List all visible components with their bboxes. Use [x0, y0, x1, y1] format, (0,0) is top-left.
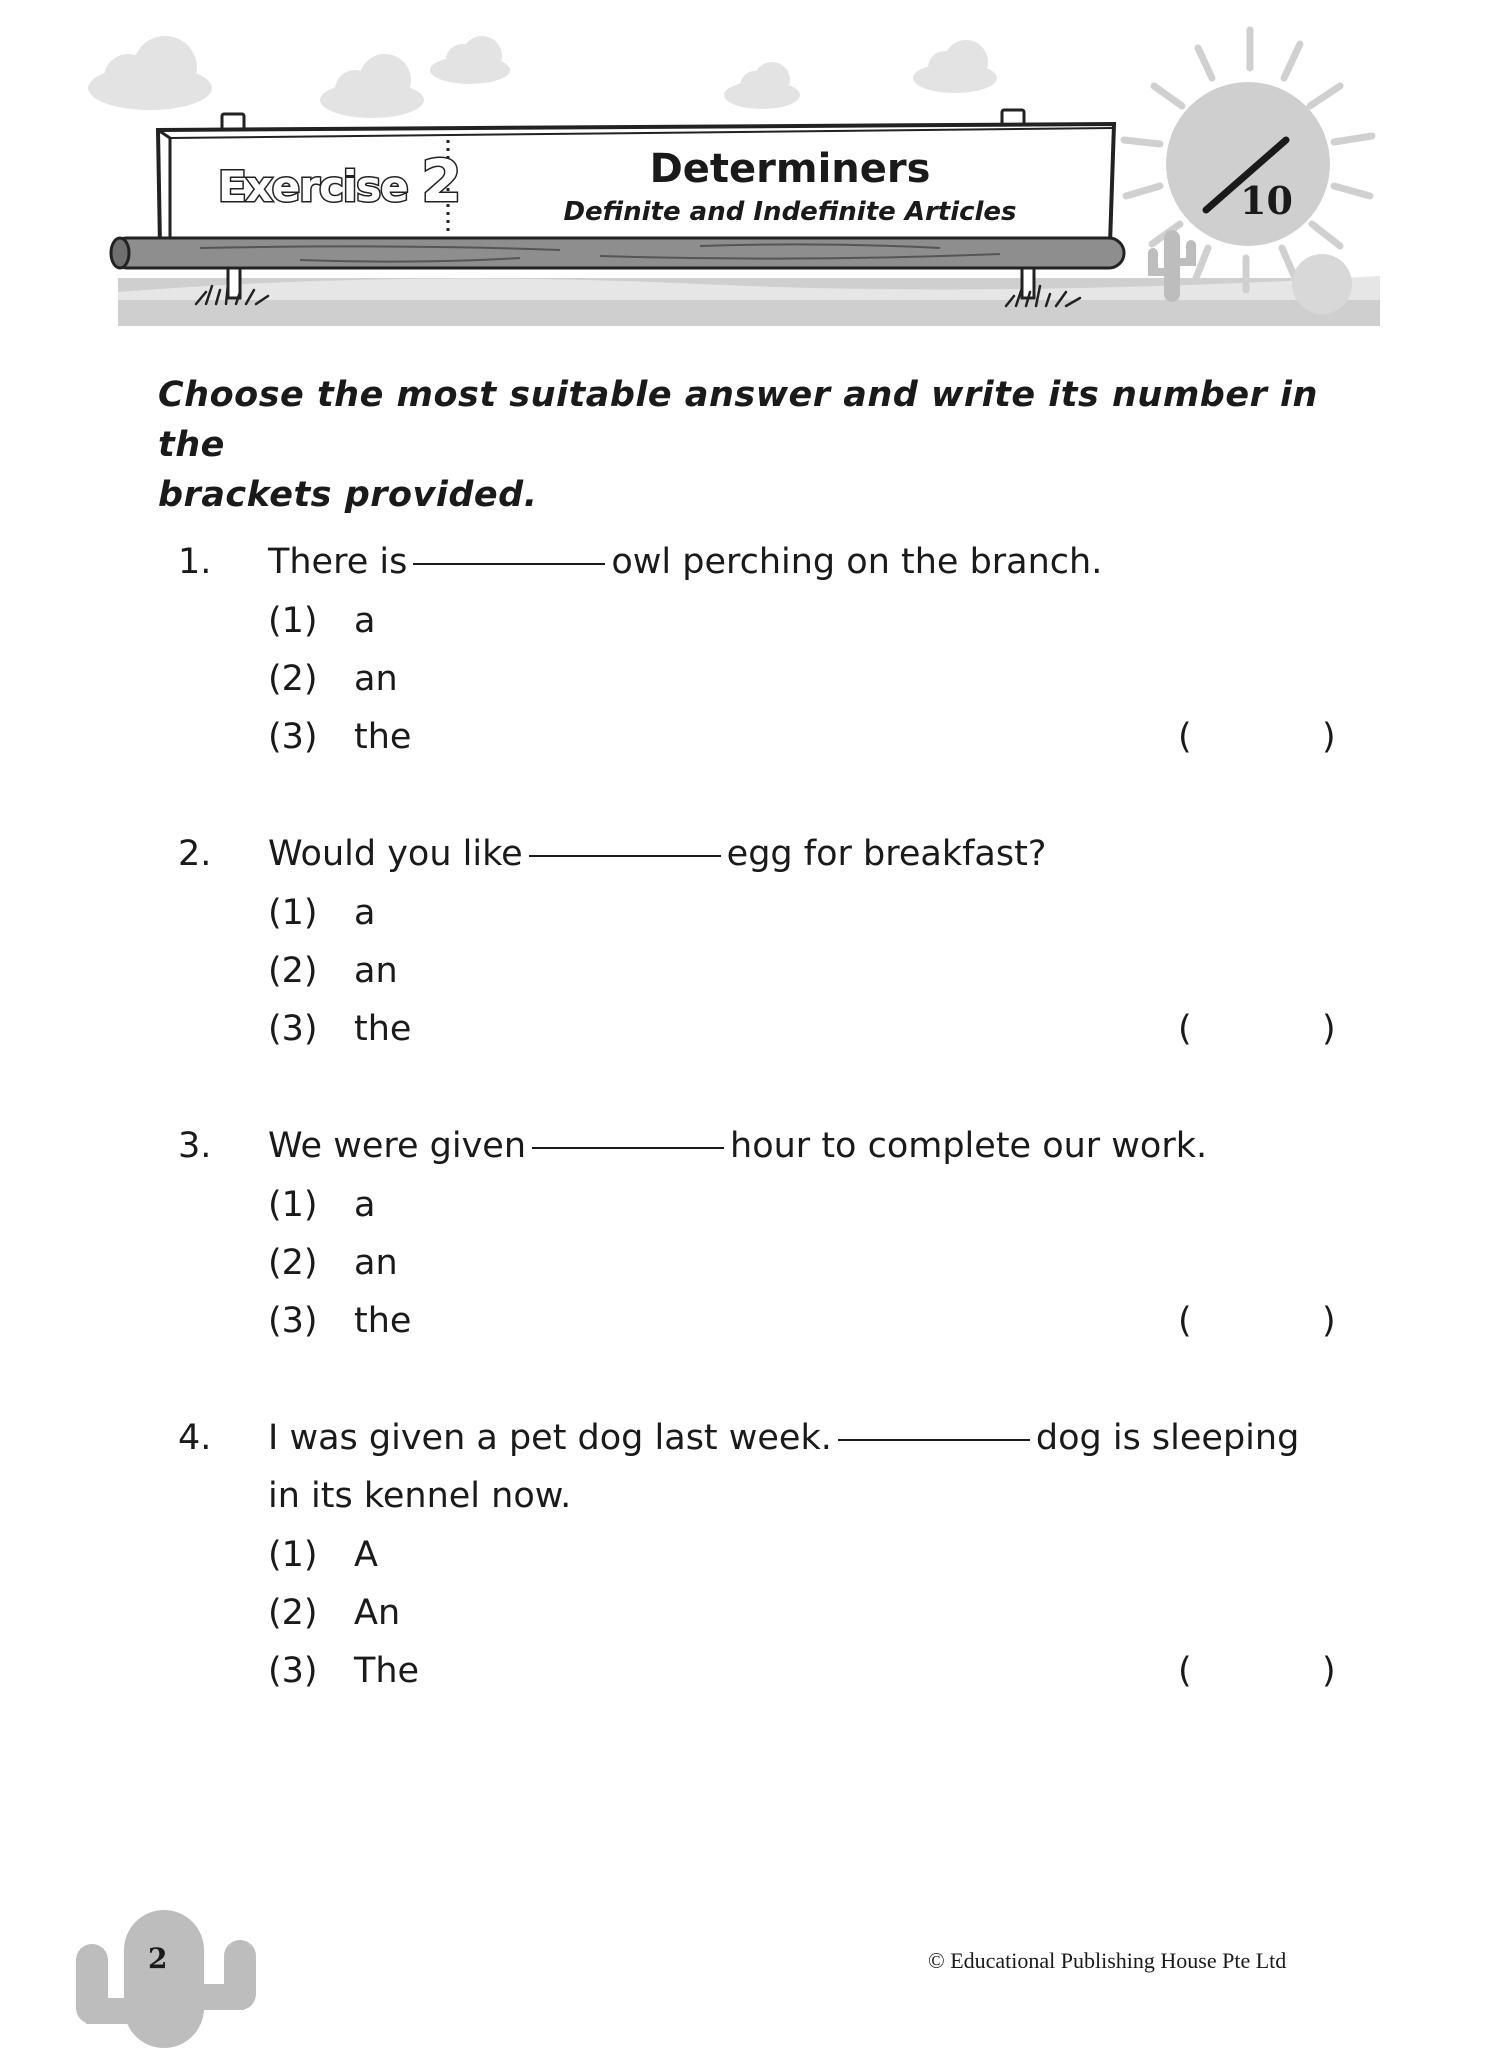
option-text: The [354, 1651, 420, 1691]
question-text [268, 825, 1046, 883]
option-text: the [354, 1009, 412, 1049]
option-number: (3) [268, 717, 318, 757]
question-text [268, 1117, 1207, 1175]
question-text [268, 533, 1102, 591]
question-number: 3. [178, 1126, 212, 1166]
option-number: (1) [268, 893, 318, 933]
option-text: a [354, 601, 376, 641]
option-text: the [354, 717, 412, 757]
option-text: A [354, 1535, 378, 1575]
answer-bracket-open[interactable]: ( [1178, 1651, 1192, 1691]
question-text-continuation: in its kennel now. [268, 1476, 572, 1516]
answer-bracket-close[interactable]: ) [1322, 1301, 1336, 1341]
cactus-icon [76, 1910, 256, 2048]
answer-bracket-close[interactable]: ) [1322, 1009, 1336, 1049]
option-number: (2) [268, 1243, 318, 1283]
cloud-icon [88, 36, 212, 110]
topic-title: Determiners [649, 146, 931, 192]
question-text-before: We were given [268, 1126, 527, 1166]
option-number: (2) [268, 1593, 318, 1633]
answer-blank [529, 855, 721, 857]
question-text [268, 1409, 1299, 1467]
option-number: (1) [268, 1185, 318, 1225]
score-total: 10 [1240, 178, 1293, 223]
option-number: (2) [268, 951, 318, 991]
option-number: (3) [268, 1651, 318, 1691]
option-text: An [354, 1593, 401, 1633]
answer-bracket-close[interactable]: ) [1322, 717, 1336, 757]
option-text: an [354, 1243, 398, 1283]
option-number: (1) [268, 601, 318, 641]
topic-subtitle: Definite and Indefinite Articles [563, 197, 1017, 227]
question-text-before: There is [268, 542, 408, 582]
question-text-before: Would you like [268, 834, 523, 874]
question-text-after: egg for breakfast? [726, 834, 1047, 874]
answer-bracket-open[interactable]: ( [1178, 1009, 1192, 1049]
question-text-after: dog is sleeping [1035, 1418, 1300, 1458]
option-text: an [354, 659, 398, 699]
answer-blank [413, 563, 605, 565]
exercise-label [218, 147, 461, 215]
option-number: (2) [268, 659, 318, 699]
cloud-icon [724, 62, 800, 109]
option-number: (3) [268, 1301, 318, 1341]
page-number: 2 [148, 1942, 168, 1975]
option-text: the [354, 1301, 412, 1341]
cloud-icon [320, 54, 424, 118]
question-text-after: hour to complete our work. [730, 1126, 1208, 1166]
option-text: a [354, 1185, 376, 1225]
instruction [158, 370, 1358, 520]
answer-bracket-close[interactable]: ) [1322, 1651, 1336, 1691]
instruction-line: Choose the most suitable answer and write its number in the [158, 375, 1318, 465]
question-number: 4. [178, 1418, 212, 1458]
answer-blank [532, 1147, 724, 1149]
answer-bracket-open[interactable]: ( [1178, 1301, 1192, 1341]
exercise-word: Exercise [218, 162, 408, 211]
cloud-icon [430, 36, 510, 84]
option-number: (1) [268, 1535, 318, 1575]
question-number: 1. [178, 542, 212, 582]
question-text-after: owl perching on the branch. [611, 542, 1103, 582]
option-text: an [354, 951, 398, 991]
answer-bracket-open[interactable]: ( [1178, 717, 1192, 757]
option-text: a [354, 893, 376, 933]
question-text-before: I was given a pet dog last week. [268, 1418, 832, 1458]
answer-blank [838, 1439, 1030, 1441]
exercise-number: 2 [421, 147, 461, 215]
question-number: 2. [178, 834, 212, 874]
instruction-line: brackets provided. [158, 475, 538, 515]
sun-icon [1124, 30, 1372, 290]
cloud-icon [913, 40, 997, 93]
copyright-notice: © Educational Publishing House Pte Ltd [928, 1948, 1287, 1973]
option-number: (3) [268, 1009, 318, 1049]
